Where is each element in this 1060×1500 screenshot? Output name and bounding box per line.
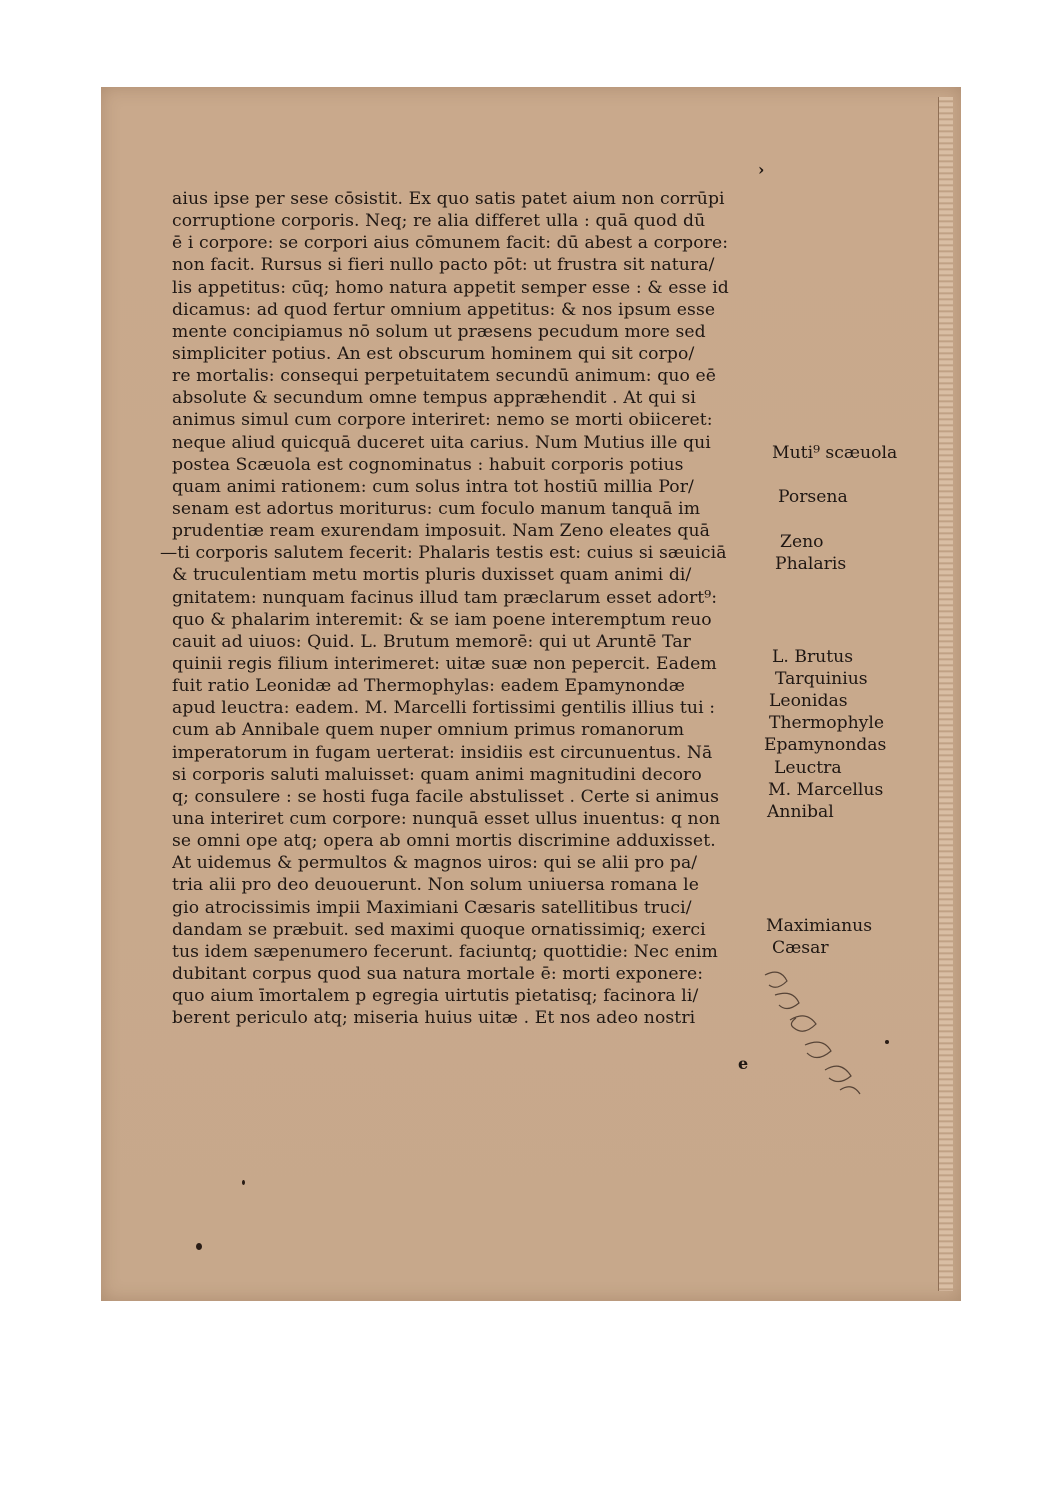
marginal-note: Zeno xyxy=(780,532,824,552)
text-line: berent periculo atq; miseria huius uitæ . Et nos adeo nostri xyxy=(172,1008,696,1029)
marginal-note: Phalaris xyxy=(775,554,847,574)
ink-speck xyxy=(196,1243,202,1250)
text-line: gnitatem: nunquam facinus illud tam præclarum esset adort⁹: xyxy=(172,587,718,608)
text-line: postea Scæuola est cognominatus : habuit corporis potius xyxy=(172,454,684,475)
marginal-note: Annibal xyxy=(767,802,834,822)
marginal-note: M. Marcellus xyxy=(768,780,884,800)
text-line: mente concipiamus nō solum ut præsens pecudum more sed xyxy=(172,321,706,342)
marginal-note: Leuctra xyxy=(774,758,842,778)
text-line: imperatorum in fugam uerterat: insidiis est circunuentus. Nā xyxy=(172,742,713,763)
main-text-block xyxy=(160,188,772,1029)
marginal-note: Leonidas xyxy=(769,691,848,711)
text-line: apud leuctra: eadem. M. Marcelli fortissimi gentilis illius tui : xyxy=(172,698,716,719)
text-line: si corporis saluti maluisset: quam animi magnitudini decoro xyxy=(172,764,702,785)
text-line: senam est adortus moriturus: cum foculo manum tanquā im xyxy=(172,498,701,519)
text-line: cauit ad uiuos: Quid. L. Brutum memorē: qui ut Aruntē Tar xyxy=(172,631,691,652)
library-stamp xyxy=(745,965,895,1115)
text-line: simpliciter potius. An est obscurum hominem qui sit corpo/ xyxy=(172,343,695,364)
marginal-note: L. Brutus xyxy=(772,647,854,667)
text-line: fuit ratio Leonidæ ad Thermophylas: eadem Epamynondæ xyxy=(172,676,685,697)
top-mark: › xyxy=(758,160,765,179)
text-line: tus idem sæpenumero fecerunt. faciuntq; quottidie: Nec enim xyxy=(172,941,718,962)
ink-speck xyxy=(242,1180,245,1185)
text-line: q; consulere : se hosti fuga facile abstulisset . Certe si animus xyxy=(172,786,720,807)
text-line: una interiret cum corpore: nunquā esset ullus inuentus: q non xyxy=(172,808,721,829)
text-line: absolute & secundum omne tempus appræhendit . At qui si xyxy=(172,388,697,409)
marginal-note: Cæsar xyxy=(772,938,829,958)
text-line: dandam se præbuit. sed maximi quoque ornatissimiq; exerci xyxy=(172,919,706,940)
marginal-note: Maximianus xyxy=(766,916,873,936)
text-line: non facit. Rursus si fieri nullo pacto pōt: ut frustra sit natura/ xyxy=(172,255,715,276)
page-edge xyxy=(938,97,953,1291)
text-line: —ti corporis salutem fecerit: Phalaris testis est: cuius si sæuiciā xyxy=(160,543,727,564)
text-line: dubitant corpus quod sua natura mortale ē: morti exponere: xyxy=(172,963,704,984)
text-line: neque aliud quicquā duceret uita carius. Num Mutius ille qui xyxy=(172,432,711,453)
marginal-note: Porsena xyxy=(778,487,848,507)
marginal-note: Thermophyle xyxy=(769,713,885,733)
text-line: prudentiæ ream exurendam imposuit. Nam Zeno eleates quā xyxy=(172,521,711,542)
text-line: At uidemus & permultos & magnos uiros: qui se alii pro pa/ xyxy=(172,853,698,874)
text-line: corruptione corporis. Neq; re alia differet ulla : quā quod dū xyxy=(172,211,706,232)
ink-speck xyxy=(885,1040,889,1044)
marginal-note: Epamynondas xyxy=(764,735,887,755)
text-line: quinii regis filium interimeret: uitæ suæ non pepercit. Eadem xyxy=(172,653,717,674)
text-line: ē i corpore: se corpori aius cōmunem facit: dū abest a corpore: xyxy=(172,233,729,254)
text-line: re mortalis: consequi perpetuitatem secundū animum: quo eē xyxy=(172,366,717,387)
text-line: & truculentiam metu mortis pluris duxisset quam animi di/ xyxy=(172,565,692,586)
text-line: tria alii pro deo deuouerunt. Non solum uniuersa romana le xyxy=(172,875,699,896)
text-line: lis appetitus: cūq; homo natura appetit semper esse : & esse id xyxy=(172,277,729,298)
signature-mark: e xyxy=(738,1054,749,1073)
text-line: se omni ope atq; opera ab omni mortis discrimine adduxisset. xyxy=(172,831,716,852)
text-line: gio atrocissimis impii Maximiani Cæsaris satellitibus truci/ xyxy=(172,897,692,918)
text-line: quo & phalarim interemit: & se iam poene interemptum reuo xyxy=(172,609,712,630)
text-line: cum ab Annibale quem nuper omnium primus romanorum xyxy=(172,720,685,741)
text-line: animus simul cum corpore interiret: nemo se morti obiiceret: xyxy=(172,410,713,431)
text-line: quam animi rationem: cum solus intra tot hostiū millia Por/ xyxy=(172,476,694,497)
text-line: quo aium īmortalem p egregia uirtutis pietatisq; facinora li/ xyxy=(172,986,699,1007)
text-line: dicamus: ad quod fertur omnium appetitus: & nos ipsum esse xyxy=(172,299,716,320)
text-line: aius ipse per sese cōsistit. Ex quo satis patet aium non corrūpi xyxy=(172,189,725,209)
marginal-note: Muti⁹ scæuola xyxy=(772,443,898,463)
marginal-note: Tarquinius xyxy=(775,669,868,689)
